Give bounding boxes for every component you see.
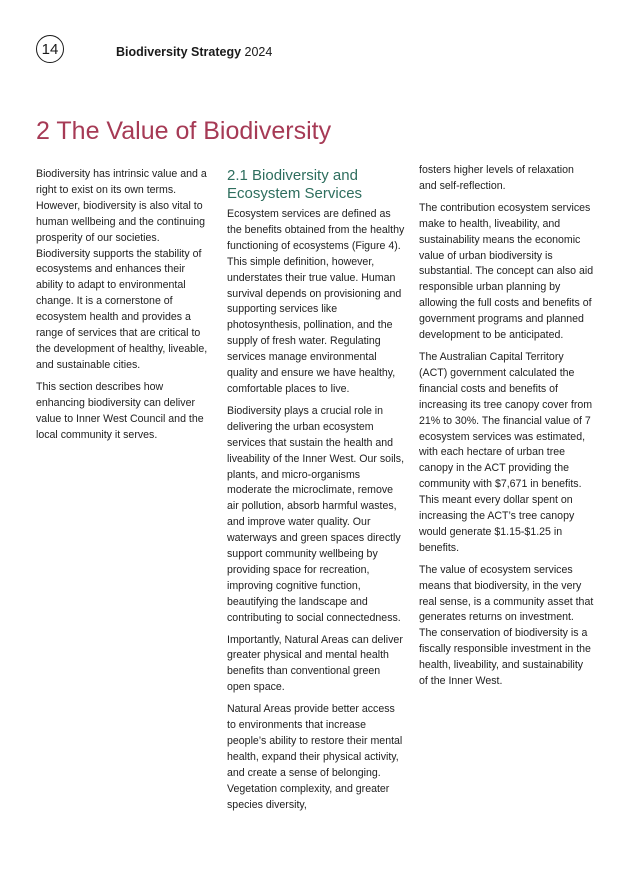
- paragraph: Ecosystem services are defined as the benefits obtained from the healthy functioning of ecosystems (Figure 4). This simple definition, however, understates their true value. Human survival depends on provisioning and supporting services like photosynthesis, pollination, and the supply of fresh water. Regulating services manage environmental quality and ensure we have healthy, comfortable places to live.: [227, 208, 405, 395]
- paragraph: fosters higher levels of relaxation and self-reflection.: [419, 164, 574, 192]
- document-title: Biodiversity Strategy: [116, 45, 242, 59]
- paragraph: Biodiversity plays a crucial role in delivering the urban ecosystem services that sustain the health and liveability of the Inner West. Our soils, plants, and micro-organisms moderate the microclimate, remove air pollution, absorb harmful wastes, and improve water quality. Our waterways and green spaces directly support community wellbeing by providing space for recreation, improving cognitive function, beautifying the landscape and contributing to social connectedness.: [227, 404, 405, 624]
- paragraph: The value of ecosystem services means that biodiversity, in the very real sense, is a community asset that generates returns on investment. The conservation of biodiversity is a fiscally responsible investment in the health, liveability, and sustainability of the Inner West.: [419, 563, 594, 688]
- paragraph: Importantly, Natural Areas can deliver greater physical and mental health benefits than conventional green open space.: [227, 633, 403, 694]
- paragraph: The contribution ecosystem services make to health, liveability, and sustainability means the economic value of urban biodiversity is substantial. The concept can also aid responsible urban planning by allowing the full costs and benefits of government programs and planned development to be anticipated.: [419, 201, 594, 342]
- running-header: [116, 45, 272, 59]
- section-title: 2 The Value of Biodiversity: [36, 117, 332, 145]
- subsection-heading-line: Ecosystem Services: [227, 184, 363, 202]
- column-middle: [227, 167, 405, 820]
- column-left: [36, 167, 212, 449]
- subsection-heading: [227, 167, 405, 202]
- paragraph: Natural Areas provide better access to environments that increase people’s ability to restore their mental health, expand their physical activity, and create a sense of belonging. Vegetation complexity, and greater species diversity,: [227, 703, 403, 811]
- column-right: [419, 163, 594, 696]
- page-number-badge: [36, 35, 64, 63]
- page-number: 14: [41, 40, 59, 58]
- document-year: 2024: [244, 45, 273, 59]
- paragraph: Biodiversity has intrinsic value and a right to exist on its own terms. However, biodiversity is also vital to human wellbeing and the continuing prosperity of our societies. Biodiversity supports the stability of ecosystems and enhances their ability to adapt to environmental change. It is a cornerstone of ecosystem health and provides a range of services that are critical to the development of healthy, liveable, and sustainable cities.: [36, 168, 208, 371]
- subsection-heading-line: 2.1 Biodiversity and: [227, 167, 358, 184]
- paragraph: This section describes how enhancing biodiversity can deliver value to Inner West Council and the local community it serves.: [36, 380, 204, 441]
- paragraph: The Australian Capital Territory (ACT) government calculated the financial costs and benefits of increasing its tree canopy cover from 21% to 30%. The financial value of 7 ecosystem services was estimated, with each hectare of urban tree canopy in the ACT providing the community with $7,671 in benefits. This meant every dollar spent on increasing the ACT’s tree canopy would generate $1.15-$1.25 in benefits.: [419, 350, 593, 554]
